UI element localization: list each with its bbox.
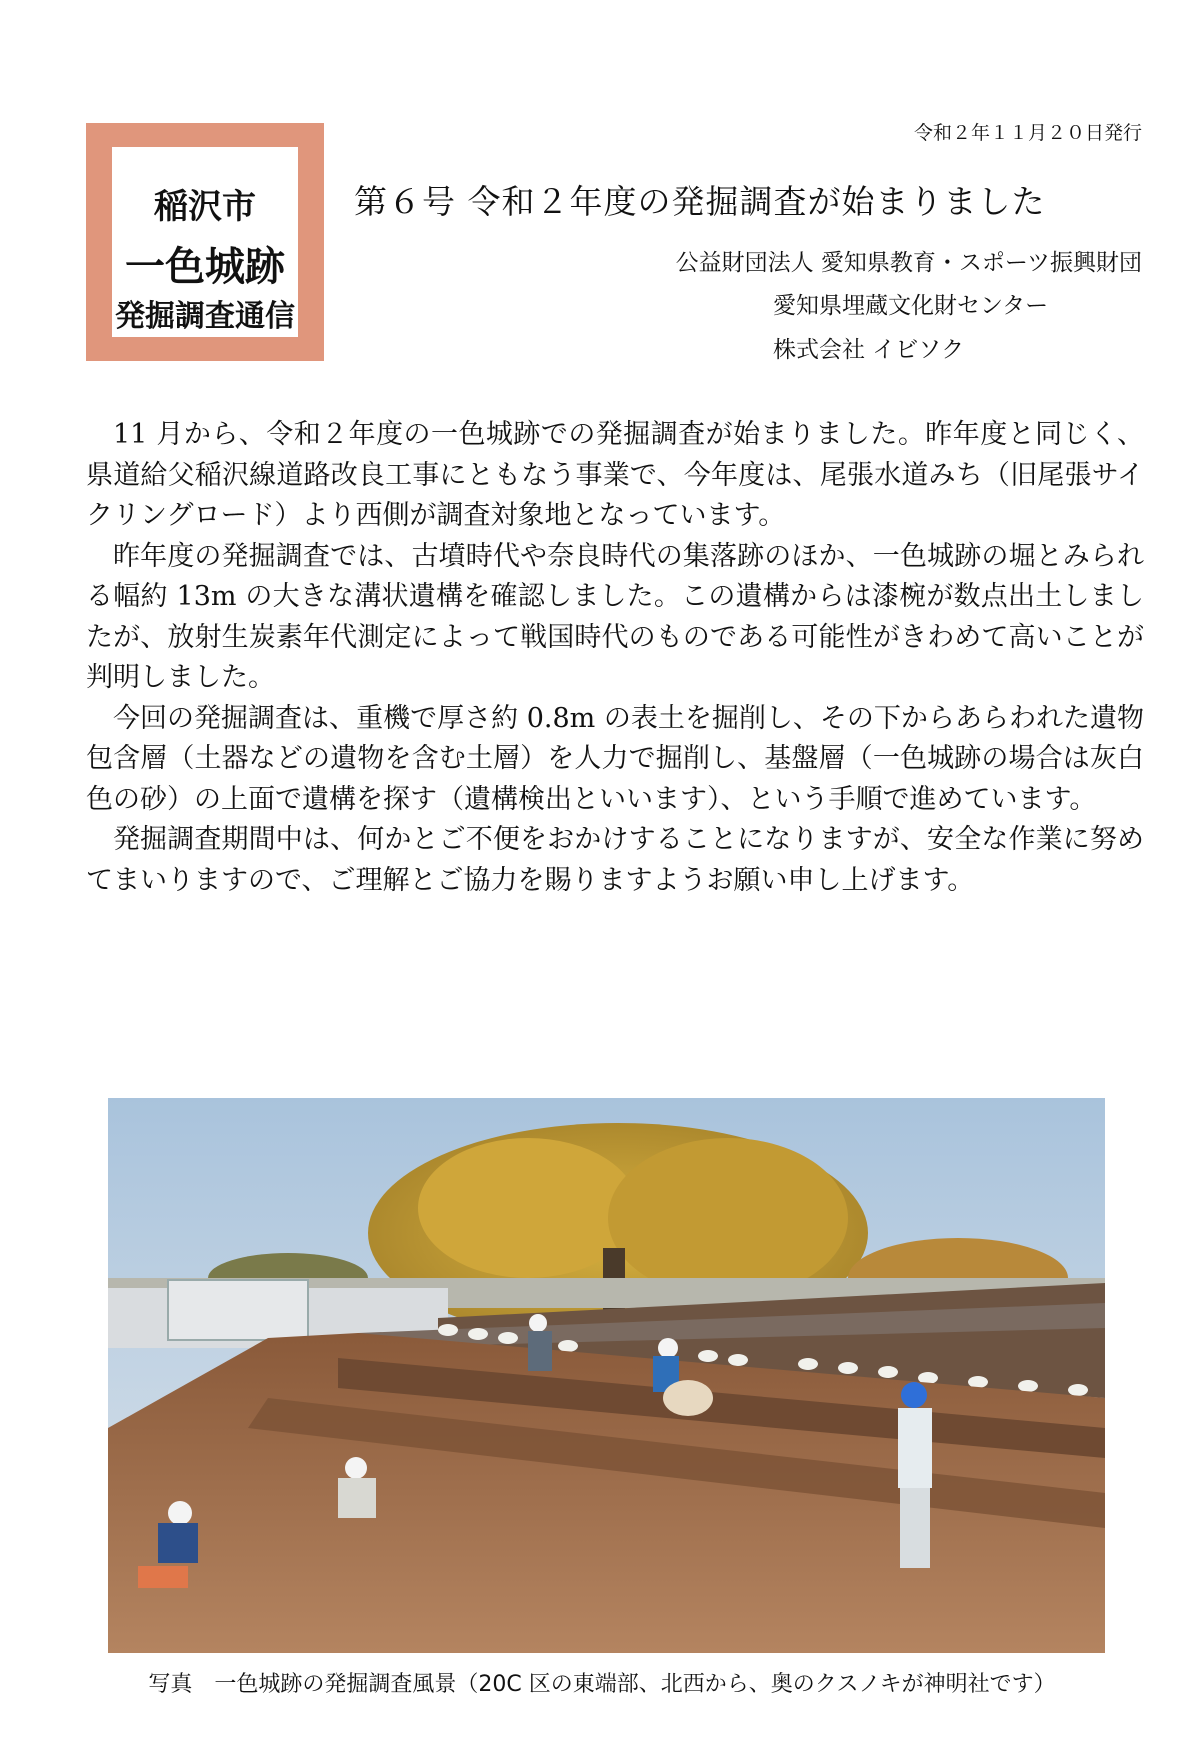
paragraph: 昨年度の発掘調査では、古墳時代や奈良時代の集落跡のほか、一色城跡の堀とみられる幅約 13m の大きな溝状遺構を確認しました。この遺構からは漆椀が数点出土しましたが、放射生炭素年代測定によって戦国時代のものである可能性がきわめて高いことが判明しました。 — [86, 540, 1144, 693]
paragraph: 今回の発掘調査は、重機で厚さ約 0.8m の表土を掘削し、その下からあらわれた遺物包含層（土器などの遺物を含む土層）を人力で掘削し、基盤層（一色城跡の場合は灰白色の砂）の上面で遺構を探す（遺構検出といいます）、という手順で進めています。 — [86, 702, 1144, 815]
photo-caption: 写真 一色城跡の発掘調査風景（20C 区の東端部、北西から、奥のクスノキが神明社です） — [148, 1672, 1056, 1697]
publisher-foundation: 公益財団法人 愛知県教育・スポーツ振興財団 — [675, 250, 1142, 276]
headline: 第６号 令和２年度の発掘調査が始まりました — [354, 182, 1046, 221]
publisher-company: 株式会社 イビソク — [773, 337, 965, 363]
logo-site: 一色城跡 — [125, 243, 285, 290]
issue-date: 令和２年１１月２０日発行 — [913, 122, 1142, 144]
publisher-center: 愛知県埋蔵文化財センター — [773, 293, 1049, 319]
masthead-logo — [86, 123, 324, 361]
excavation-photo — [108, 1098, 1105, 1653]
excavation-photo-illustration — [108, 1098, 1105, 1653]
logo-city: 稲沢市 — [154, 187, 256, 227]
logo-subtitle: 発掘調査通信 — [115, 299, 295, 334]
paragraph: 11 月から、令和２年度の一色城跡での発掘調査が始まりました。昨年度と同じく、県道給父稲沢線道路改良工事にともなう事業で、今年度は、尾張水道みち（旧尾張サイクリングロード）より西側が調査対象地となっています。 — [86, 419, 1144, 531]
paragraph: 発掘調査期間中は、何かとご不便をおかけすることになりますが、安全な作業に努めてまいりますので、ご理解とご協力を賜りますようお願い申し上げます。 — [86, 824, 1144, 896]
article-body — [86, 415, 1144, 901]
